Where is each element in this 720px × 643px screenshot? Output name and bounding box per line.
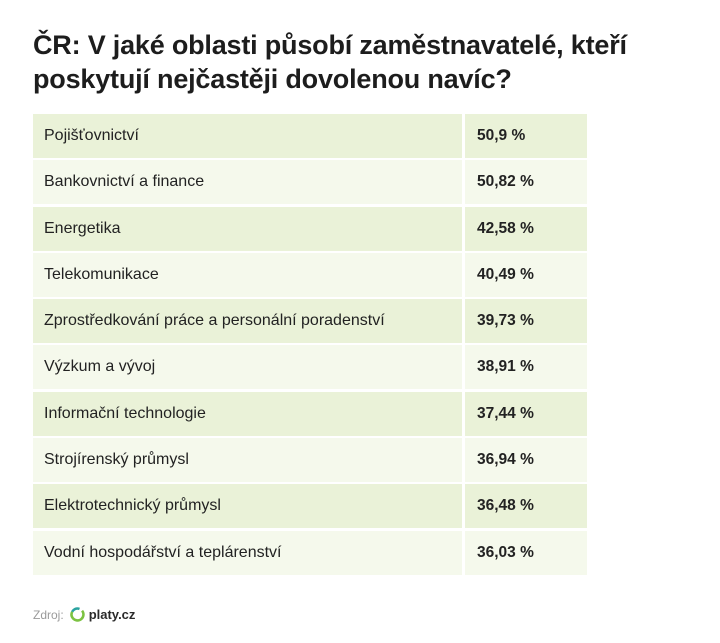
platy-logo-text: platy.cz (88, 607, 136, 622)
source-label: Zdroj: (33, 607, 64, 622)
platy-logo (69, 606, 136, 623)
table-row (33, 299, 587, 343)
table-row (33, 438, 587, 482)
table-row (33, 207, 587, 251)
row-label: Informační technologie (33, 392, 462, 436)
row-value: 37,44 % (465, 392, 587, 436)
row-value: 42,58 % (465, 207, 587, 251)
table-row (33, 484, 587, 528)
table-row (33, 392, 587, 436)
row-value: 40,49 % (465, 253, 587, 297)
row-value: 50,9 % (465, 114, 587, 158)
table-row (33, 253, 587, 297)
table-row (33, 345, 587, 389)
row-label: Bankovnictví a finance (33, 160, 462, 204)
table-row (33, 114, 587, 158)
chart-title: ČR: V jaké oblasti působí zaměstnavatelé, kteří poskytují nejčastěji dovolenou navíc? (33, 30, 627, 94)
source-footer (33, 606, 135, 623)
row-value: 38,91 % (465, 345, 587, 389)
row-label: Telekomunikace (33, 253, 462, 297)
row-value: 36,94 % (465, 438, 587, 482)
table-row (33, 160, 587, 204)
row-label: Pojišťovnictví (33, 114, 462, 158)
row-label: Elektrotechnický průmysl (33, 484, 462, 528)
row-label: Zprostředkování práce a personální poradenství (33, 299, 462, 343)
row-value: 50,82 % (465, 160, 587, 204)
row-value: 36,48 % (465, 484, 587, 528)
table-row (33, 531, 587, 575)
row-value: 36,03 % (465, 531, 587, 575)
row-value: 39,73 % (465, 299, 587, 343)
row-label: Energetika (33, 207, 462, 251)
row-label: Strojírenský průmysl (33, 438, 462, 482)
row-label: Výzkum a vývoj (33, 345, 462, 389)
platy-logo-icon (69, 606, 86, 623)
data-table (33, 114, 587, 577)
row-label: Vodní hospodářství a teplárenství (33, 531, 462, 575)
